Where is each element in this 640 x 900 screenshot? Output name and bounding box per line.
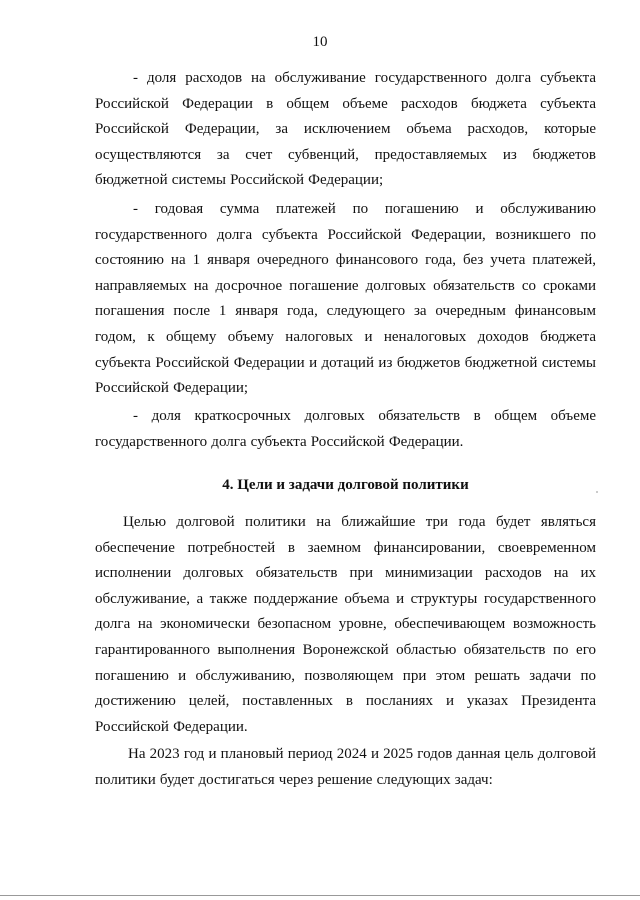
paragraph-text: - годовая сумма платежей по погашению и обслуживанию государственного долга субъекта Российской Федерации, возникшего по состоянию на 1 января очередного финансового года, без учета платежей, направляемых на досрочное погашение долговых обязательств со сроками погашения после 1 января года, следующего за очередным финансовым годом, к общему объему налоговых и неналоговых доходов бюджета субъекта Российской Федерации и дотаций из бюджетов бюджетной системы Российской Федерации; bbox=[95, 201, 596, 397]
paragraph-tasks-intro bbox=[95, 742, 596, 793]
paragraph-text: - доля расходов на обслуживание государственного долга субъекта Российской Федерации в общем объеме расходов бюджета субъекта Российской Федерации, за исключением объема расходов, которые осуществляются за счет субвенций, предоставляемых из бюджетов бюджетной системы Российской Федерации; bbox=[95, 70, 596, 189]
paragraph-policy-goal bbox=[95, 510, 596, 740]
scan-speck bbox=[596, 491, 598, 493]
paragraph-debt-service-share bbox=[95, 66, 596, 194]
section-heading: 4. Цели и задачи долговой политики bbox=[222, 477, 469, 493]
paragraph-text: Целью долговой политики на ближайшие три года будет являться обеспечение потребностей в заемном финансировании, своевременном исполнении долговых обязательств при минимизации расходов на их обслуживание, а также поддержание объема и структуры государственного долга на экономически безопасном уровне, обеспечивающем возможность гарантированного выполнения Воронежской областью обязательств по его погашению и обслуживанию, позволяющем при этом решать задачи по достижению целей, поставленных в посланиях и указах Президента Российской Федерации. bbox=[95, 514, 596, 735]
page-number: 10 bbox=[312, 34, 328, 50]
page-bottom-edge bbox=[0, 895, 640, 896]
paragraph-text: На 2023 год и плановый период 2024 и 2025 годов данная цель долговой политики будет достигаться через решение следующих задач: bbox=[95, 746, 596, 788]
paragraph-short-term-share bbox=[95, 404, 596, 455]
paragraph-text: - доля краткосрочных долговых обязательств в общем объеме государственного долга субъекта Российской Федерации. bbox=[95, 408, 596, 450]
paragraph-annual-payments bbox=[95, 197, 596, 402]
